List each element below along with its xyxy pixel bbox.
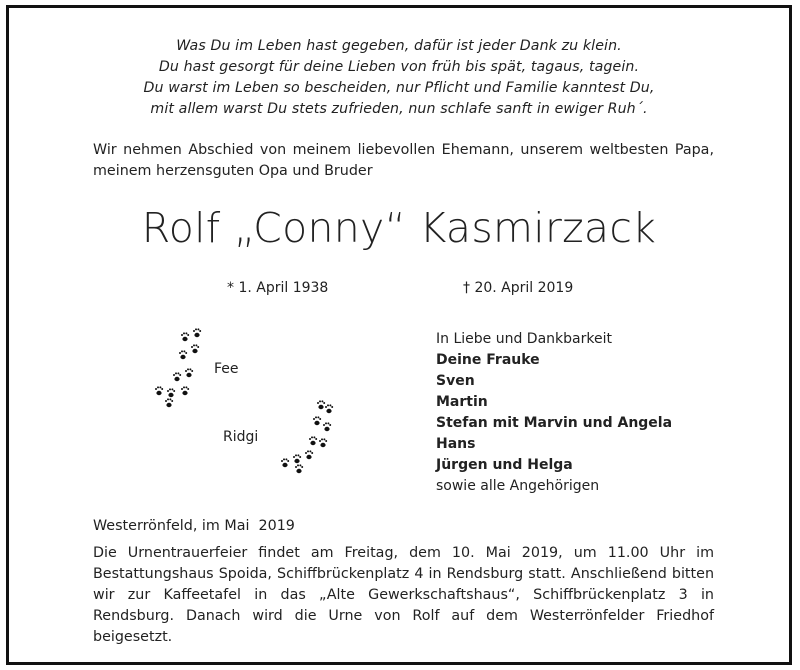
mourner-name: Jürgen und Helga xyxy=(436,457,573,473)
paw-trail-fee xyxy=(155,328,201,407)
mourner-name: Hans xyxy=(436,436,476,452)
paw-trail-ridgi xyxy=(281,400,333,473)
mourner-name: Sven xyxy=(436,373,475,389)
dog-name-ridgi: Ridgi xyxy=(223,429,259,445)
poem-line: mit allem warst Du stets zufrieden, nun schlafe sanft in ewiger Ruh´. xyxy=(150,101,648,117)
paw-prints-icon xyxy=(271,396,341,476)
birth-date: * 1. April 1938 xyxy=(227,280,329,296)
death-date: † 20. April 2019 xyxy=(463,280,574,296)
mourner-name: Stefan mit Marvin und Angela xyxy=(436,415,673,431)
poem-line: Du hast gesorgt für deine Lieben von früh bis spät, tagaus, tagein. xyxy=(158,59,640,75)
poem xyxy=(9,36,789,120)
intro-text: Wir nehmen Abschied von meinem liebevollen Ehemann, unserem weltbesten Papa, meinem herzensguten Opa und Bruder xyxy=(93,142,714,179)
mourners-list xyxy=(436,329,672,497)
mourner-name: Deine Frauke xyxy=(436,352,540,368)
dog-name-fee: Fee xyxy=(214,361,239,377)
mourners-closing: sowie alle Angehörigen xyxy=(436,478,600,494)
mourner-name: Martin xyxy=(436,394,488,410)
funeral-notice: Die Urnentrauerfeier findet am Freitag, dem 10. Mai 2019, um 11.00 Uhr im Bestattungshaus Spoida, Schiffbrückenplatz 4 in Rendsburg statt. Anschließend bitten wir zur Kaffeetafel in das „Alte Gewerkschaftshaus“, Schiffbrückenplatz 3 in Rendsburg. Danach wird die Urne von Rolf auf dem Westerrönfelder Friedhof beigesetzt. xyxy=(93,545,714,645)
mourners-lead: In Liebe und Dankbarkeit xyxy=(436,331,612,347)
poem-line: Was Du im Leben hast gegeben, dafür ist jeder Dank zu klein. xyxy=(176,38,622,54)
paw-prints-icon xyxy=(145,326,225,408)
place-date: Westerrönfeld, im Mai 2019 xyxy=(93,518,295,534)
poem-line: Du warst im Leben so bescheiden, nur Pflicht und Familie kanntest Du, xyxy=(143,80,655,96)
deceased-name: Rolf „Conny“ Kasmirzack xyxy=(141,204,657,252)
obituary-frame xyxy=(6,5,792,665)
